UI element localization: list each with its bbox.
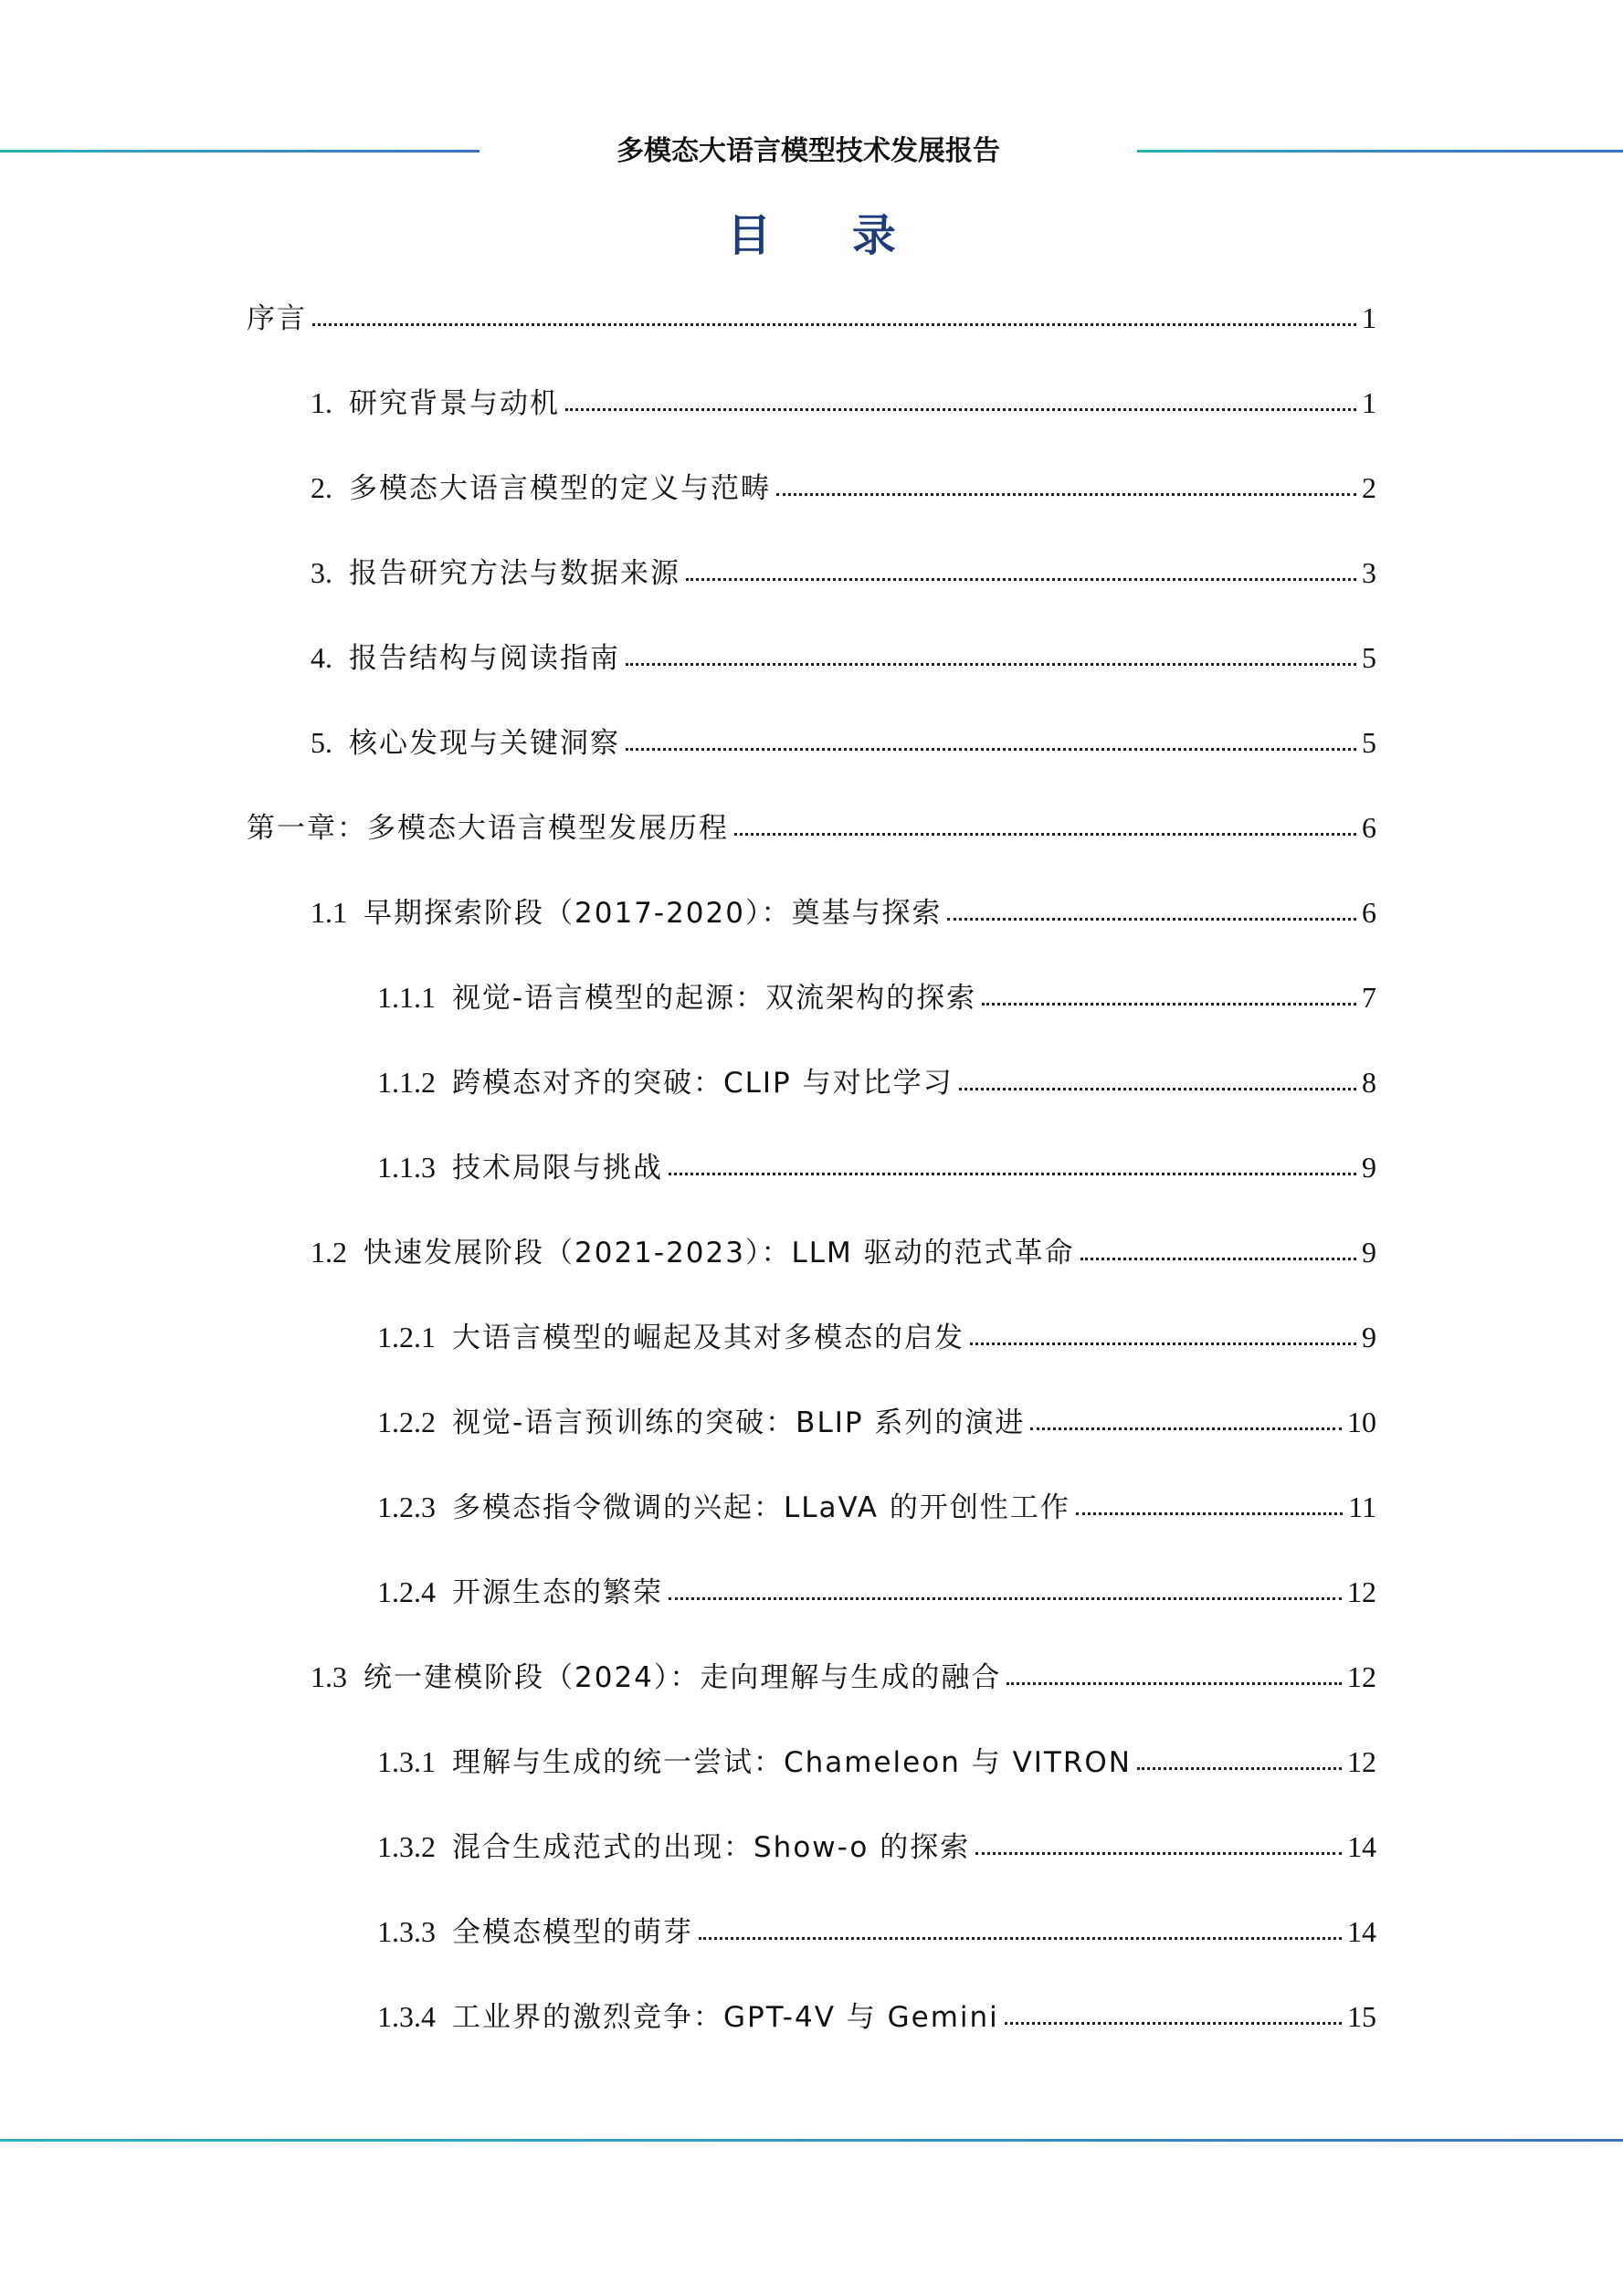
toc-entry[interactable] <box>377 1398 1376 1446</box>
toc-dot-leader <box>686 576 1356 581</box>
toc-entry[interactable] <box>377 1993 1376 2040</box>
toc-dot-leader <box>975 1850 1342 1855</box>
toc-entry-number: 2. <box>311 471 332 504</box>
toc-entry-number: 1.2.3 <box>377 1490 436 1523</box>
toc-entry-page: 9 <box>1362 1321 1376 1353</box>
toc-entry-number: 1.3 <box>311 1660 347 1693</box>
toc-entry[interactable] <box>311 549 1376 596</box>
toc-entry-number: 5. <box>311 726 332 759</box>
toc-entry[interactable] <box>311 1228 1376 1276</box>
toc-entry-page: 12 <box>1347 1745 1376 1778</box>
toc-dot-leader <box>1080 1256 1356 1260</box>
toc-entry-page: 12 <box>1347 1660 1376 1693</box>
toc-dot-leader <box>626 746 1356 751</box>
footer-rule <box>0 2139 1623 2142</box>
toc-entry[interactable] <box>377 1058 1376 1106</box>
toc-entry-title: 多模态大语言模型的定义与范畴 <box>349 472 771 505</box>
toc-entry-title: 多模态指令微调的兴起：LLaVA 的开创性工作 <box>452 1491 1070 1524</box>
toc-entry-page: 10 <box>1347 1406 1376 1438</box>
toc-entry-number: 1.3.2 <box>377 1830 436 1863</box>
toc-entry-page: 1 <box>1362 301 1376 334</box>
toc-entry-title: 早期探索阶段（2017-2020）：奠基与探索 <box>364 897 943 930</box>
toc-entry-title: 技术局限与挑战 <box>452 1152 663 1185</box>
toc-entry[interactable] <box>377 1738 1376 1785</box>
toc-entry-number: 1.3.3 <box>377 1915 436 1948</box>
toc-entry-page: 1 <box>1362 386 1376 419</box>
toc-entry-title: 核心发现与关键洞察 <box>349 727 620 760</box>
toc-dot-leader <box>565 406 1356 411</box>
toc-entry-number: 1.2.1 <box>377 1321 436 1353</box>
toc-entry-title: 视觉-语言预训练的突破：BLIP 系列的演进 <box>452 1406 1026 1439</box>
toc-entry[interactable] <box>311 379 1376 427</box>
toc-dot-leader <box>1006 1680 1342 1685</box>
toc-entry-page: 5 <box>1362 726 1376 759</box>
toc-dot-leader <box>1137 1765 1342 1770</box>
toc-entry-number: 4. <box>311 641 332 674</box>
toc-entry-page: 3 <box>1362 556 1376 589</box>
toc-dot-leader <box>669 1596 1342 1600</box>
toc-entry-number: 1. <box>311 386 332 419</box>
toc-entry-page: 14 <box>1347 1830 1376 1863</box>
toc-entry-page: 11 <box>1348 1490 1376 1523</box>
toc-entry-page: 5 <box>1362 641 1376 674</box>
toc-dot-leader <box>982 1001 1356 1006</box>
toc-entry-number: 1.1 <box>311 896 347 929</box>
toc-dot-leader <box>776 491 1356 496</box>
toc-entry[interactable] <box>377 974 1376 1021</box>
toc-entry-title: 视觉-语言模型的起源：双流架构的探索 <box>452 982 977 1015</box>
header-rule-left <box>0 150 480 153</box>
toc-entry[interactable] <box>377 1483 1376 1531</box>
toc-entry-title: 工业界的激烈竞争：GPT-4V 与 Gemini <box>452 2001 999 2034</box>
toc-entry-number: 1.3.1 <box>377 1745 436 1778</box>
toc-entry-number: 1.2.4 <box>377 1575 436 1608</box>
toc-entry-page: 14 <box>1347 1915 1376 1948</box>
header-rule-right <box>1137 150 1623 153</box>
toc-entry-number: 1.2 <box>311 1236 347 1269</box>
toc-entry-number: 1.1.3 <box>377 1151 436 1184</box>
toc-dot-leader <box>947 916 1356 921</box>
toc-dot-leader <box>669 1171 1356 1175</box>
toc-entry-title: 统一建模阶段（2024）：走向理解与生成的融合 <box>364 1661 1002 1694</box>
toc-entry-title: 序言 <box>247 302 307 335</box>
toc-entry-number: 1.1.1 <box>377 981 436 1014</box>
toc-entry-page: 12 <box>1347 1575 1376 1608</box>
toc-entry[interactable] <box>311 464 1376 511</box>
toc-entry[interactable] <box>377 1143 1376 1191</box>
toc-entry[interactable] <box>247 804 1376 851</box>
toc-entry-title: 快速发展阶段（2021-2023）：LLM 驱动的范式革命 <box>364 1237 1075 1269</box>
toc-entry[interactable] <box>377 1568 1376 1616</box>
toc-dot-leader <box>1076 1511 1343 1515</box>
toc-entry-number: 1.2.2 <box>377 1406 436 1438</box>
toc-entry[interactable] <box>247 294 1376 342</box>
toc-entry-number: 1.3.4 <box>377 2000 436 2033</box>
toc-entry-title: 报告结构与阅读指南 <box>349 642 620 675</box>
toc-entry-title: 理解与生成的统一尝试：Chameleon 与 VITRON <box>452 1746 1132 1779</box>
toc-dot-leader <box>1030 1426 1342 1430</box>
running-header-title: 多模态大语言模型技术发展报告 <box>617 135 1000 167</box>
toc-entry-page: 2 <box>1362 471 1376 504</box>
toc-dot-leader <box>312 321 1356 326</box>
toc-entry-page: 9 <box>1362 1151 1376 1184</box>
toc-dot-leader <box>626 661 1356 666</box>
toc-entry-title: 全模态模型的萌芽 <box>452 1916 693 1949</box>
toc-entry-number: 3. <box>311 556 332 589</box>
toc-heading: 目 录 <box>727 210 929 261</box>
toc-entry-page: 8 <box>1362 1066 1376 1099</box>
toc-entry-title: 报告研究方法与数据来源 <box>349 557 680 590</box>
toc-entry-page: 6 <box>1362 811 1376 844</box>
toc-dot-leader <box>734 831 1356 836</box>
toc-entry-page: 15 <box>1347 2000 1376 2033</box>
toc-dot-leader <box>959 1086 1356 1090</box>
toc-entry[interactable] <box>311 634 1376 681</box>
toc-entry[interactable] <box>377 1313 1376 1361</box>
toc-entry-page: 9 <box>1362 1236 1376 1269</box>
toc-entry[interactable] <box>377 1823 1376 1870</box>
toc-entry-page: 6 <box>1362 896 1376 929</box>
toc-entry[interactable] <box>311 719 1376 766</box>
toc-dot-leader <box>1005 2020 1342 2025</box>
toc-entry-number: 1.1.2 <box>377 1066 436 1099</box>
toc-entry-title: 大语言模型的崛起及其对多模态的启发 <box>452 1322 964 1354</box>
toc-entry-title: 第一章：多模态大语言模型发展历程 <box>247 812 729 845</box>
toc-dot-leader <box>699 1935 1342 1940</box>
toc-entry-title: 开源生态的繁荣 <box>452 1576 663 1609</box>
toc-entry-title: 混合生成范式的出现：Show-o 的探索 <box>452 1831 971 1864</box>
toc-dot-leader <box>970 1341 1356 1345</box>
toc-entry-title: 研究背景与动机 <box>349 387 560 420</box>
toc-entry[interactable] <box>311 889 1376 936</box>
toc-entry-title: 跨模态对齐的突破：CLIP 与对比学习 <box>452 1067 954 1100</box>
toc-entry[interactable] <box>311 1653 1376 1701</box>
toc-entry[interactable] <box>377 1908 1376 1955</box>
toc-entry-page: 7 <box>1362 981 1376 1014</box>
